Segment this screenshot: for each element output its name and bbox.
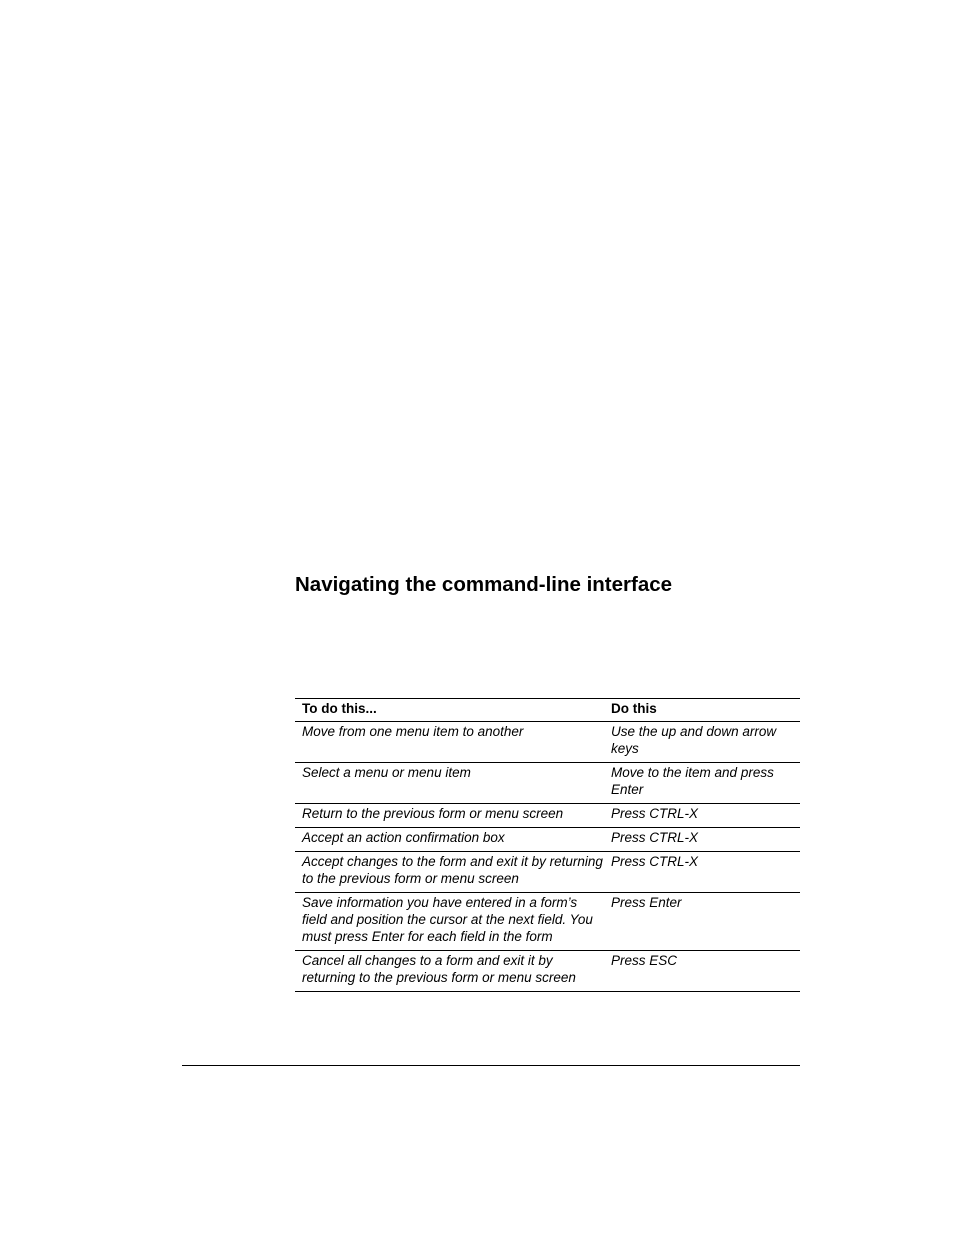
table-row [295, 951, 800, 992]
table-row [295, 852, 800, 893]
action-cell: Press CTRL-X [611, 854, 699, 869]
task-cell: Accept an action confirmation box [302, 830, 505, 845]
action-cell: Press Enter [611, 895, 682, 910]
action-cell: Press CTRL-X [611, 806, 699, 821]
table-header-row [295, 699, 800, 722]
task-cell: Move from one menu item to another [302, 724, 524, 739]
table-row [295, 828, 800, 852]
task-cell: Accept changes to the form and exit it by returning to the previous form or menu screen [302, 854, 603, 886]
table-row [295, 804, 800, 828]
action-cell: Press ESC [611, 953, 678, 968]
action-cell: Move to the item and press Enter [611, 765, 774, 797]
footer-divider [182, 1065, 800, 1066]
action-cell: Use the up and down arrow keys [611, 724, 777, 756]
page-title: Navigating the command-line interface [295, 573, 673, 596]
navigation-keys-table [295, 698, 800, 992]
task-cell: Cancel all changes to a form and exit it by returning to the previous form or menu screen [302, 953, 576, 985]
table-row [295, 893, 800, 951]
column-header-action: Do this [611, 701, 657, 716]
task-cell: Return to the previous form or menu screen [302, 806, 564, 821]
table-row [295, 722, 800, 763]
task-cell: Select a menu or menu item [302, 765, 471, 780]
task-cell: Save information you have entered in a form’s field and position the cursor at the next field. You must press Enter for each field in the form [302, 895, 593, 944]
table-row [295, 763, 800, 804]
action-cell: Press CTRL-X [611, 830, 699, 845]
column-header-task: To do this... [302, 701, 377, 716]
